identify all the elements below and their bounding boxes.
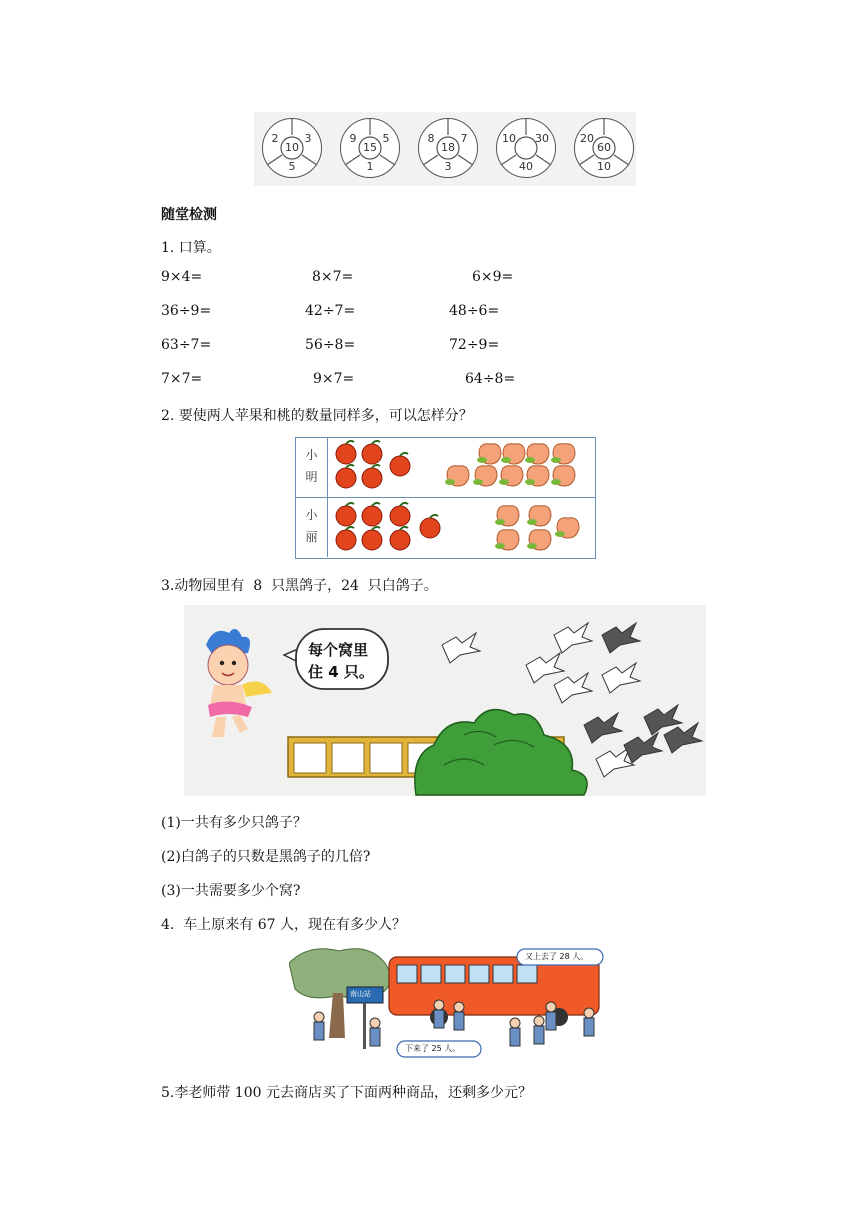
black-pigeon-icon <box>624 733 662 763</box>
peach-icon <box>527 506 551 526</box>
section-title: 随堂检测 <box>161 207 217 223</box>
wheel-number-b: 7 <box>460 132 468 145</box>
name-char: 小 <box>305 448 318 462</box>
wheel-number-bottom: 1 <box>366 160 374 173</box>
bubble-text-1: 每个窝里 <box>308 641 369 659</box>
white-pigeon-icon <box>602 663 640 693</box>
wheel-number-bottom: 3 <box>444 160 452 173</box>
person-icon <box>314 1012 324 1040</box>
peach-icon <box>501 444 525 464</box>
nest-icon <box>294 743 326 773</box>
q1-problem: 42÷7= <box>305 303 356 319</box>
person-icon <box>510 1018 520 1046</box>
wheel-number-center: 18 <box>441 141 455 154</box>
number-wheels-figure <box>254 112 636 186</box>
apple-icon <box>336 527 356 550</box>
wheel-number-b: 3 <box>304 132 312 145</box>
bus-scene <box>289 943 608 1063</box>
q1-problem: 63÷7= <box>161 337 212 353</box>
q5-title: 5.李老师带 100 元去商店买了下面两种商品，还剩多少元？ <box>161 1085 532 1101</box>
person-icon <box>534 1016 544 1044</box>
name-char: 明 <box>305 470 318 484</box>
apple-icon <box>336 465 356 488</box>
peach-icon <box>551 444 575 464</box>
q1-problem: 48÷6= <box>449 303 500 319</box>
bus-window <box>445 965 465 983</box>
white-pigeon-icon <box>554 623 592 653</box>
q2-title: 2. 要使两人苹果和桃的数量同样多，可以怎样分？ <box>161 408 473 424</box>
q1-problem: 64÷8= <box>465 371 516 387</box>
number-wheel <box>574 118 634 178</box>
person-icon <box>434 1000 444 1028</box>
wheel-number-a: 20 <box>580 132 594 145</box>
q1-problem: 9×7= <box>313 371 355 387</box>
fruits-xiaoli <box>330 498 590 557</box>
q3-sub-2: (2)白鸽子的只数是黑鸽子的几倍? <box>161 849 371 865</box>
pigeon-illustration <box>184 605 706 796</box>
bus-window <box>469 965 489 983</box>
apple-icon <box>390 527 410 550</box>
peach-icon <box>495 530 519 550</box>
q1-problem: 72÷9= <box>449 337 500 353</box>
q3-sub-1: (1)一共有多少只鸽子？ <box>161 815 307 831</box>
apple-icon <box>336 441 356 464</box>
wheel-number-a: 9 <box>349 132 357 145</box>
name-char: 小 <box>305 508 318 522</box>
number-wheel <box>262 118 322 178</box>
bus-window <box>421 965 441 983</box>
label-on-text: 又上去了 28 人。 <box>525 952 589 961</box>
peach-icon <box>555 518 579 538</box>
fruit-table-figure <box>295 437 596 559</box>
black-pigeon-icon <box>602 623 640 653</box>
apple-icon <box>420 515 440 538</box>
peach-icon <box>551 466 575 486</box>
wheel-number-a: 8 <box>427 132 435 145</box>
peach-icon <box>499 466 523 486</box>
peach-icon <box>477 444 501 464</box>
peach-icon <box>473 466 497 486</box>
q1-problem: 6×9= <box>472 269 514 285</box>
apple-icon <box>362 465 382 488</box>
apple-icon <box>362 527 382 550</box>
q1-problem: 36÷9= <box>161 303 212 319</box>
apple-icon <box>390 453 410 476</box>
pigeon-scene <box>184 605 706 796</box>
q1-problem: 7×7= <box>161 371 203 387</box>
wheel-number-center: 15 <box>363 141 377 154</box>
bus <box>389 957 599 1026</box>
wheel-number-bottom: 40 <box>519 160 533 173</box>
nest-icon <box>332 743 364 773</box>
number-wheel <box>418 118 478 178</box>
number-wheel <box>496 118 556 178</box>
white-pigeon-icon <box>526 653 564 683</box>
person-icon <box>370 1018 380 1046</box>
peach-icon <box>445 466 469 486</box>
nest-icon <box>370 743 402 773</box>
apple-icon <box>362 503 382 526</box>
name-char: 丽 <box>305 530 318 544</box>
row-label-xiaoli <box>296 498 328 557</box>
apple-icon <box>390 503 410 526</box>
wheel-number-a: 2 <box>271 132 279 145</box>
q3-title: 3.动物园里有 8 只黑鸽子，24 只白鸽子。 <box>161 578 438 594</box>
bush <box>415 710 587 795</box>
q4-title: 4. 车上原来有 67 人，现在有多少人？ <box>161 917 406 933</box>
peach-icon <box>525 444 549 464</box>
label-off-text: 下来了 25 人。 <box>405 1044 461 1053</box>
fruits-xiaoming <box>330 438 590 497</box>
bus-window <box>517 965 537 983</box>
wheel-number-center: 60 <box>597 141 611 154</box>
person-icon <box>454 1002 464 1030</box>
q1-problem: 56÷8= <box>305 337 356 353</box>
apple-icon <box>336 503 356 526</box>
wheel-number-a: 10 <box>502 132 516 145</box>
row-label-xiaoming <box>296 438 328 497</box>
person-icon <box>584 1008 594 1036</box>
white-pigeon-icon <box>442 633 480 663</box>
wheel-number-b: 30 <box>535 132 549 145</box>
stop-sign-text: 南山站 <box>350 990 371 998</box>
q3-sub-3: (3)一共需要多少个窝? <box>161 883 301 899</box>
bus-window <box>493 965 513 983</box>
fruit-row-xiaoli <box>296 498 595 557</box>
apple-icon <box>362 441 382 464</box>
peach-icon <box>525 466 549 486</box>
peach-icon <box>527 530 551 550</box>
person-icon <box>546 1002 556 1030</box>
wheel-number-bottom: 5 <box>288 160 296 173</box>
girl-figure <box>206 629 272 737</box>
number-wheel <box>340 118 400 178</box>
wheel-number-center: 10 <box>285 141 299 154</box>
bubble-text-2: 住 4 只。 <box>308 663 374 681</box>
q1-problem: 9×4= <box>161 269 203 285</box>
q1-problem: 8×7= <box>312 269 354 285</box>
wheel-number-bottom: 10 <box>597 160 611 173</box>
bus-window <box>397 965 417 983</box>
white-pigeon-icon <box>554 673 592 703</box>
black-pigeon-icon <box>664 723 702 753</box>
black-pigeon-icon <box>584 713 622 743</box>
peach-icon <box>495 506 519 526</box>
wheel-number-b: 5 <box>382 132 390 145</box>
fruit-row-xiaoming <box>296 438 595 498</box>
q1-title: 1. 口算。 <box>161 240 221 256</box>
